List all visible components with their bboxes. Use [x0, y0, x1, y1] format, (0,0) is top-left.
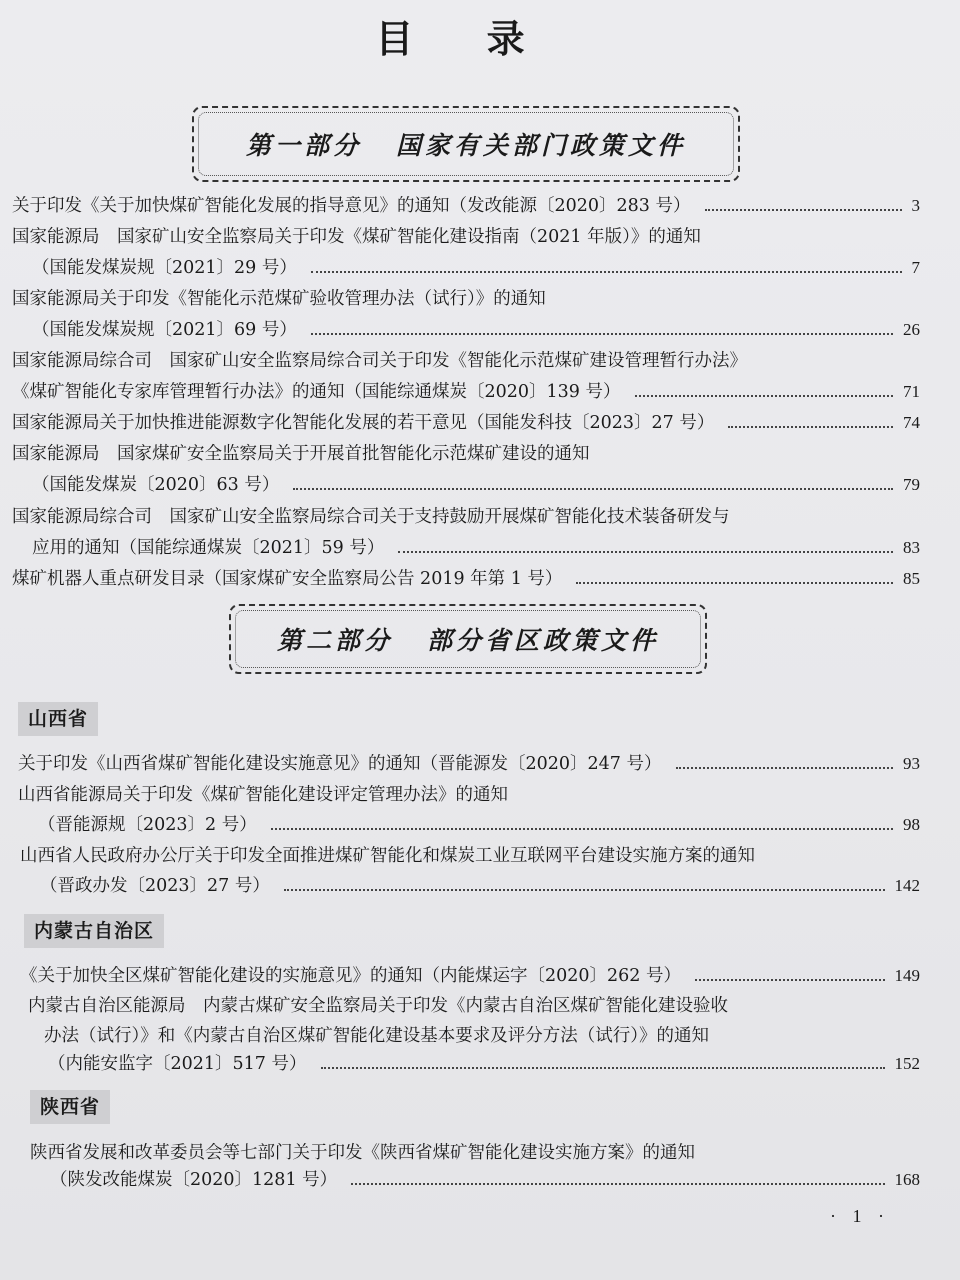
toc-page-number: 79 — [903, 475, 920, 494]
leader-dots — [351, 1182, 884, 1185]
leader-dots — [293, 487, 893, 490]
toc-page-number: 168 — [894, 1170, 920, 1189]
leader-dots — [635, 394, 894, 397]
toc-page-number: 26 — [903, 320, 920, 339]
toc-entry[interactable]: （晋能源规〔2023〕2 号） 98 — [18, 810, 920, 840]
toc-page-number: 98 — [903, 815, 920, 834]
part-one-title: 国家有关部门政策文件 — [396, 131, 687, 160]
toc-entry[interactable]: 国家能源局关于印发《智能化示范煤矿验收管理办法（试行）》的通知 — [12, 289, 546, 309]
toc-entry[interactable]: （国能发煤炭规〔2021〕29 号） 7 — [12, 253, 920, 283]
leader-dots — [284, 888, 885, 891]
toc-entry[interactable]: 国家能源局 国家矿山安全监察局关于印发《煤矿智能化建设指南（2021 年版）》的通知 — [12, 227, 701, 247]
toc-page-number: 93 — [903, 754, 920, 773]
leader-dots — [676, 766, 894, 769]
leader-dots — [311, 270, 902, 273]
page-number-footer: · 1 · — [830, 1206, 890, 1226]
region-heading-shaanxi: 陕西省 — [30, 1090, 110, 1124]
toc-page-number: 7 — [911, 258, 920, 277]
page-title: 目 录 — [375, 17, 555, 61]
toc-entry[interactable]: （内能安监字〔2021〕517 号） 152 — [28, 1049, 920, 1079]
toc-entry[interactable]: 关于印发《关于加快煤矿智能化发展的指导意见》的通知（发改能源〔2020〕283 号） 3 — [12, 191, 920, 221]
leader-dots — [576, 581, 893, 584]
part-two-label: 第二部分 — [276, 626, 393, 655]
toc-entry[interactable]: 《煤矿智能化专家库管理暂行办法》的通知（国能综通煤炭〔2020〕139 号） 71 — [12, 377, 920, 407]
toc-page-number: 149 — [894, 966, 920, 985]
leader-dots — [398, 550, 893, 553]
toc-entry[interactable]: 国家能源局综合司 国家矿山安全监察局综合司关于支持鼓励开展煤矿智能化技术装备研发与 — [12, 507, 730, 527]
leader-dots — [728, 425, 893, 428]
toc-entry[interactable]: 《关于加快全区煤矿智能化建设的实施意见》的通知（内能煤运字〔2020〕262 号） 149 — [20, 961, 920, 991]
toc-page-number: 142 — [894, 876, 920, 895]
toc-page-number: 71 — [903, 382, 920, 401]
toc-entry[interactable]: 山西省人民政府办公厅关于印发全面推进煤矿智能化和煤炭工业互联网平台建设实施方案的通知 — [20, 846, 755, 866]
toc-entry[interactable]: 关于印发《山西省煤矿智能化建设实施意见》的通知（晋能源发〔2020〕247 号） 93 — [18, 749, 920, 779]
toc-page-number: 85 — [903, 569, 920, 588]
toc-entry[interactable]: 应用的通知（国能综通煤炭〔2021〕59 号） 83 — [12, 533, 920, 563]
leader-dots — [705, 208, 902, 211]
toc-entry[interactable]: 山西省能源局关于印发《煤矿智能化建设评定管理办法》的通知 — [18, 785, 508, 805]
region-heading-neimenggu: 内蒙古自治区 — [24, 914, 164, 948]
toc-page-number: 74 — [903, 413, 920, 432]
part-one-label: 第一部分 — [245, 131, 362, 160]
leader-dots — [695, 978, 885, 981]
toc-entry[interactable]: 煤矿机器人重点研发目录（国家煤矿安全监察局公告 2019 年第 1 号） 85 — [12, 564, 920, 594]
part-two-title: 部分省区政策文件 — [427, 626, 660, 655]
leader-dots — [321, 1066, 885, 1069]
toc-entry[interactable]: 国家能源局关于加快推进能源数字化智能化发展的若干意见（国能发科技〔2023〕27 号） 74 — [12, 408, 920, 438]
toc-entry[interactable]: 办法（试行）》和《内蒙古自治区煤矿智能化建设基本要求及评分方法（试行）》的通知 — [44, 1026, 709, 1046]
toc-entry[interactable]: 国家能源局综合司 国家矿山安全监察局综合司关于印发《智能化示范煤矿建设管理暂行办法》 — [12, 351, 747, 371]
toc-entry[interactable]: 陕西省发展和改革委员会等七部门关于印发《陕西省煤矿智能化建设实施方案》的通知 — [30, 1143, 695, 1163]
part-one-heading — [192, 106, 740, 182]
toc-page-number: 3 — [911, 196, 920, 215]
toc-entry[interactable]: （国能发煤炭规〔2021〕69 号） 26 — [12, 315, 920, 345]
leader-dots — [311, 332, 893, 335]
toc-entry[interactable]: （国能发煤炭〔2020〕63 号） 79 — [12, 470, 920, 500]
toc-entry[interactable]: （陕发改能煤炭〔2020〕1281 号） 168 — [30, 1165, 920, 1195]
toc-entry[interactable]: 内蒙古自治区能源局 内蒙古煤矿安全监察局关于印发《内蒙古自治区煤矿智能化建设验收 — [28, 996, 728, 1016]
part-two-heading — [229, 604, 707, 674]
region-heading-shanxi: 山西省 — [18, 702, 98, 736]
toc-page-number: 83 — [903, 538, 920, 557]
toc-page-number: 152 — [894, 1054, 920, 1073]
toc-entry[interactable]: 国家能源局 国家煤矿安全监察局关于开展首批智能化示范煤矿建设的通知 — [12, 444, 590, 464]
leader-dots — [271, 827, 893, 830]
toc-entry[interactable]: （晋政办发〔2023〕27 号） 142 — [20, 871, 920, 901]
